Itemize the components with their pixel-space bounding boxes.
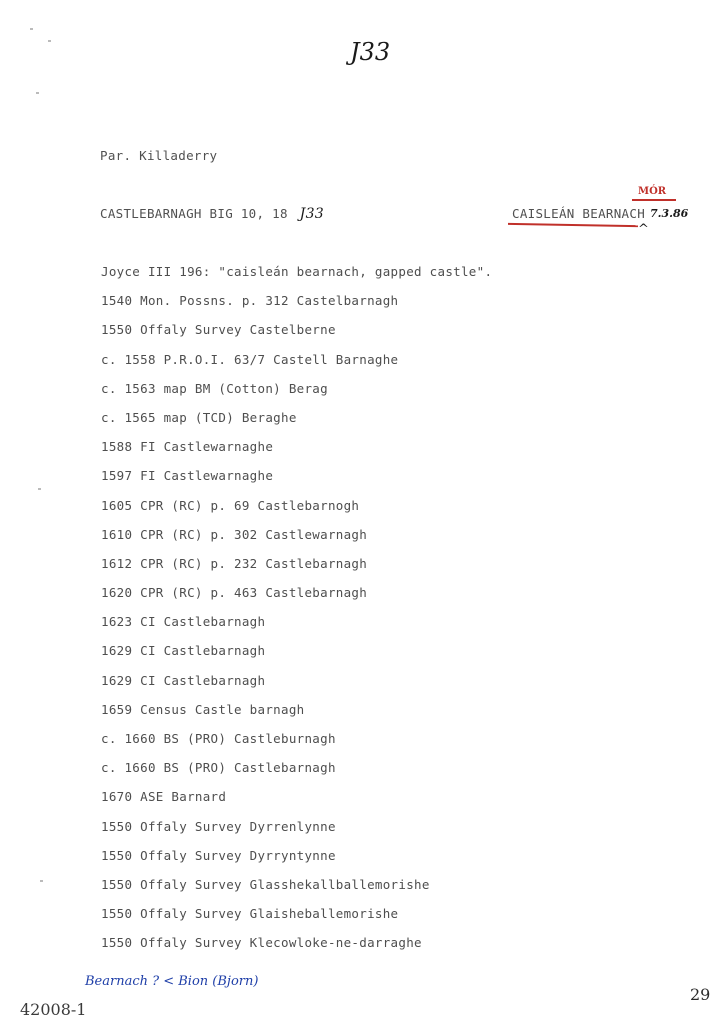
list-item: 1670 ASE Barnard [101, 789, 227, 805]
catalog-number: 42008-1 [20, 1000, 87, 1019]
list-item: 1550 Offaly Survey Glasshekallballemorishe [101, 876, 430, 892]
paper-speck [30, 28, 33, 30]
list-item: 1550 Offaly Survey Castelberne [101, 322, 336, 338]
headword-ref: J33 [299, 206, 324, 222]
annotation-date: 7.3.86 [650, 207, 689, 220]
list-item: Joyce III 196: "caisleán bearnach, gapped castle". [101, 264, 493, 279]
list-item: 1597 FI Castlewarnaghe [101, 468, 274, 484]
correction-underline [632, 199, 676, 201]
headword-line [100, 206, 324, 222]
list-item: 1629 CI Castlebarnagh [101, 643, 266, 659]
list-item: c. 1558 P.R.O.I. 63/7 Castell Barnaghe [101, 351, 399, 367]
handwritten-reference: J33 [350, 38, 391, 66]
paper-speck [48, 40, 51, 42]
irish-form: CAISLEÁN BEARNACH [512, 206, 646, 221]
list-item: 1605 CPR (RC) p. 69 Castlebarnogh [101, 497, 360, 513]
list-item: 1540 Mon. Possns. p. 312 Castelbarnagh [101, 293, 399, 309]
page-number: 29 [690, 985, 711, 1004]
headword-text: CASTLEBARNAGH BIG 10, 18 [100, 206, 288, 221]
correction-mor: MÓR [638, 186, 667, 197]
handwritten-etymology-note: Bearnach ? < Bion (Bjorn) [85, 974, 259, 989]
list-item: 1550 Offaly Survey Dyrryntynne [101, 847, 336, 863]
list-item: 1629 CI Castlebarnagh [101, 672, 266, 688]
list-item: c. 1660 BS (PRO) Castleburnagh [101, 731, 336, 746]
list-item: 1623 CI Castlebarnagh [101, 614, 266, 630]
parish-line: Par. Killaderry [100, 148, 218, 163]
list-item: c. 1660 BS (PRO) Castlebarnagh [101, 760, 336, 776]
paper-speck [40, 880, 43, 882]
paper-speck [38, 488, 41, 490]
list-item: 1588 FI Castlewarnaghe [101, 439, 274, 455]
list-item: 1550 Offaly Survey Glaisheballemorishe [101, 906, 399, 922]
historical-forms-list [101, 262, 492, 963]
list-item: 1620 CPR (RC) p. 463 Castlebarnagh [101, 585, 368, 601]
list-item: c. 1563 map BM (Cotton) Berag [101, 380, 328, 396]
list-item: c. 1565 map (TCD) Beraghe [101, 409, 297, 425]
list-item: 1550 Offaly Survey Klecowloke-ne-darraghe [101, 935, 422, 951]
list-item: 1610 CPR (RC) p. 302 Castlewarnagh [101, 526, 368, 542]
list-item: 1612 CPR (RC) p. 232 Castlebarnagh [101, 555, 368, 571]
paper-speck [36, 92, 39, 94]
insertion-caret: ^ [638, 222, 649, 237]
list-item: 1659 Census Castle barnagh [101, 701, 305, 717]
list-item: 1550 Offaly Survey Dyrrenlynne [101, 818, 336, 834]
irish-form-underline [508, 223, 638, 227]
